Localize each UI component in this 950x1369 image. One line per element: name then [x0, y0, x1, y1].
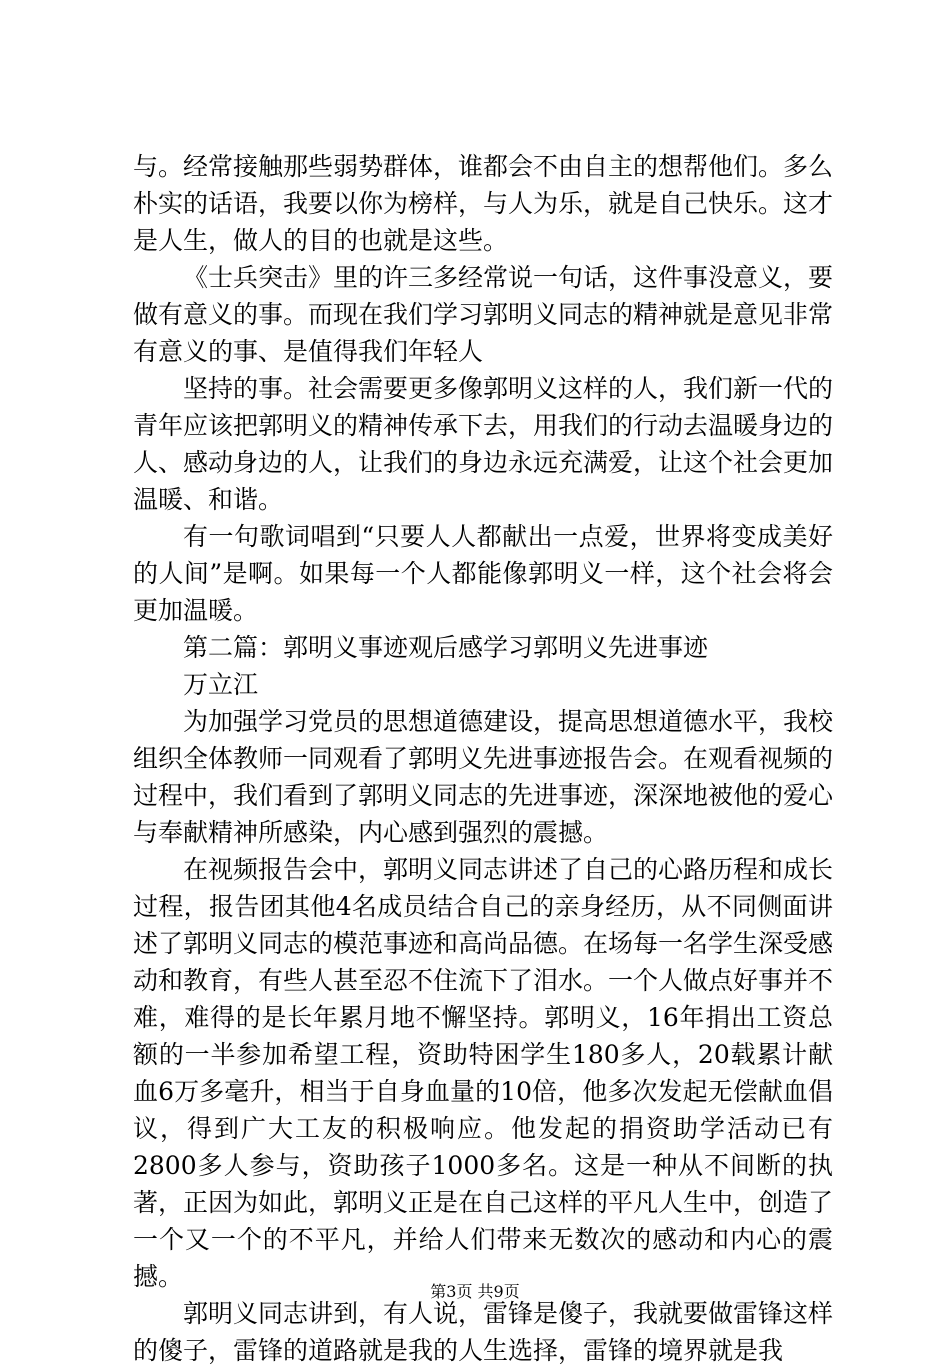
author-name: 万立江	[183, 670, 259, 699]
paragraph-4: 有一句歌词唱到“只要人人都献出一点爱，世界将变成美好的人间”是啊。如果每一个人都能像郭明义一样，这个社会将会更加温暖。	[133, 522, 833, 625]
paragraph-6: 在视频报告会中，郭明义同志讲述了自己的心路历程和成长过程，报告团其他4名成员结合自己的亲身经历，从不同侧面讲述了郭明义同志的模范事迹和高尚品德。在场每一名学生深受感动和教育，有些人甚至忍不住流下了泪水。一个人做点好事并不难，难得的是长年累月地不懈坚持。郭明义，16年捐出工资总额的一半参加希望工程，资助特困学生180多人，20载累计献血6万多毫升，相当于自身血量的10倍，他多次发起无偿献血倡议，得到广大工友的积极响应。他发起的捐资助学活动已有2800多人参与，资助孩子1000多名。这是一种从不间断的执著，正因为如此，郭明义正是在自己这样的平凡人生中，创造了一个又一个的不平凡，并给人们带来无数次的感动和内心的震撼。	[133, 855, 834, 1291]
page-number-footer: 第3页 共9页	[430, 1282, 520, 1301]
paragraph-3: 坚持的事。社会需要更多像郭明义这样的人，我们新一代的青年应该把郭明义的精神传承下去，用我们的行动去温暖身边的人、感动身边的人，让我们的身边永远充满爱，让这个社会更加温暖、和谐。	[133, 374, 834, 514]
document-body	[133, 148, 833, 1369]
section-heading: 第二篇：郭明义事迹观后感学习郭明义先进事迹	[183, 633, 709, 662]
paragraph-2: 《士兵突击》里的许三多经常说一句话，这件事没意义，要做有意义的事。而现在我们学习郭明义同志的精神就是意见非常有意义的事、是值得我们年轻人	[133, 263, 834, 366]
paragraph-7: 郭明义同志讲到，有人说，雷锋是傻子，我就要做雷锋这样的傻子，雷锋的道路就是我的人生选择，雷锋的境界就是我	[133, 1299, 834, 1365]
paragraph-5: 为加强学习党员的思想道德建设，提高思想道德水平，我校组织全体教师一同观看了郭明义先进事迹报告会。在观看视频的过程中，我们看到了郭明义同志的先进事迹，深深地被他的爱心与奉献精神所感染，内心感到强烈的震撼。	[133, 707, 834, 847]
paragraph-1: 与。经常接触那些弱势群体，谁都会不由自主的想帮他们。多么朴实的话语，我要以你为榜样，与人为乐，就是自己快乐。这才是人生，做人的目的也就是这些。	[133, 152, 834, 255]
